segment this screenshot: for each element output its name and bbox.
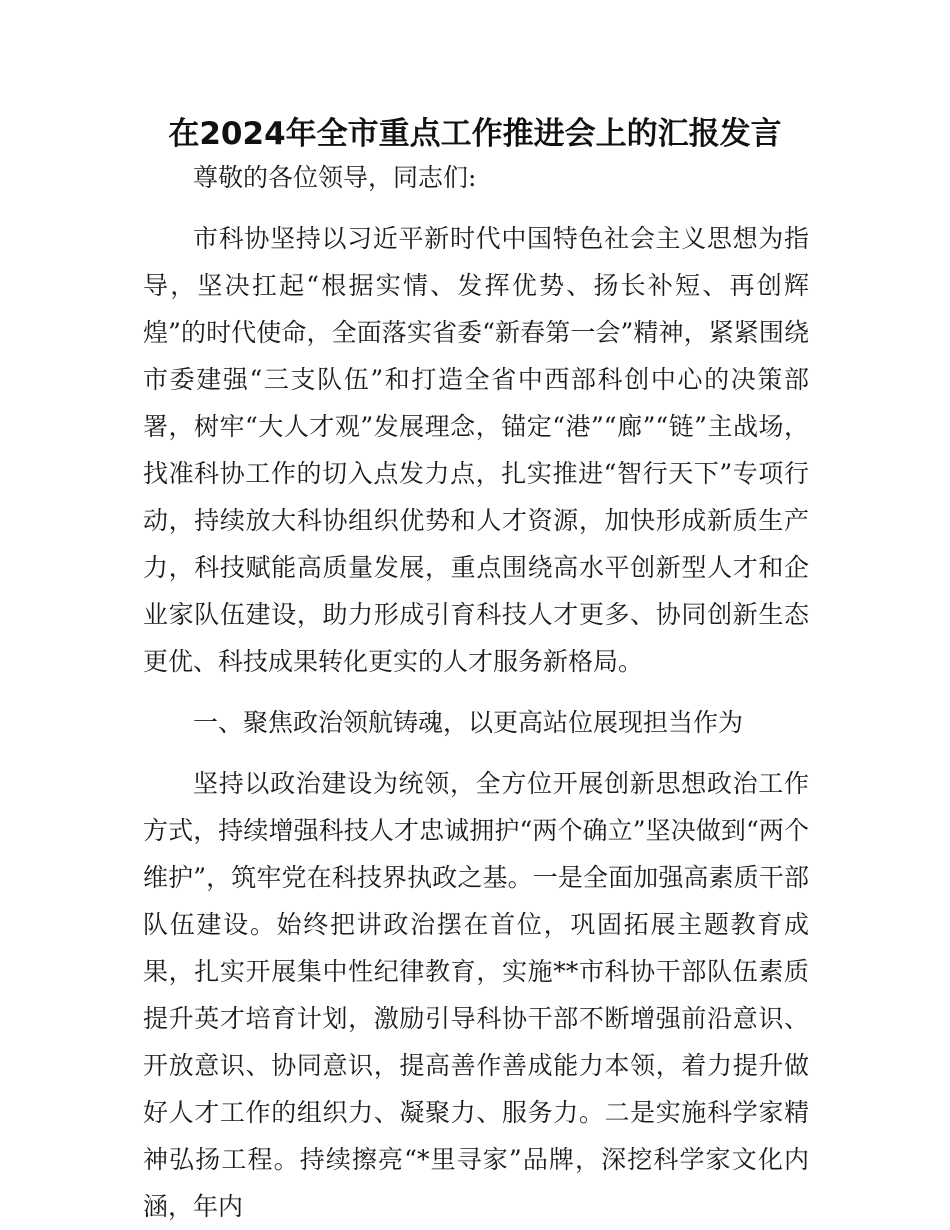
greeting: 尊敬的各位领导，同志们: (193, 163, 477, 192)
intro-paragraph: 市科协坚持以习近平新时代中国特色社会主义思想为指导，坚决扛起“根据实情、发挥优势、扬长补短、再创辉煌”的时代使命，全面落实省委“新春第一会”精神，紧紧围绕市委建强“三支队伍”和打造全省中西部科创中心的决策部署，树牢“大人才观”发展理念，锚定“港”“廊”“链”主战场，找准科协工作的切入点发力点，扎实推进“智行天下”专项行动，持续放大科协组织优势和人才资源，加快形成新质生产力，科技赋能高质量发展，重点围绕高水平创新型人才和企业家队伍建设，助力形成引育科技人才更多、协同创新生态更优、科技成果转化更实的人才服务新格局。 (143, 224, 809, 676)
section-1-heading: 一、聚焦政治领航铸魂，以更高站位展现担当作为 (193, 708, 744, 737)
document-title: 在2024年全市重点工作推进会上的汇报发言 (168, 116, 782, 152)
document-body (143, 150, 809, 1230)
section-1-paragraph: 坚持以政治建设为统领，全方位开展创新思想政治工作方式，持续增强科技人才忠诚拥护“两个确立”坚决做到“两个维护”，筑牢党在科技界执政之基。一是全面加强高素质干部队伍建设。始终把讲政治摆在首位，巩固拓展主题教育成果，扎实开展集中性纪律教育，实施**市科协干部队伍素质提升英才培育计划，激励引导科协干部不断增强前沿意识、开放意识、协同意识，提高善作善成能力本领，着力提升做好人才工作的组织力、凝聚力、服务力。二是实施科学家精神弘扬工程。持续擦亮“*里寻家”品牌，深挖科学家文化内涵，年内 (143, 769, 809, 1221)
